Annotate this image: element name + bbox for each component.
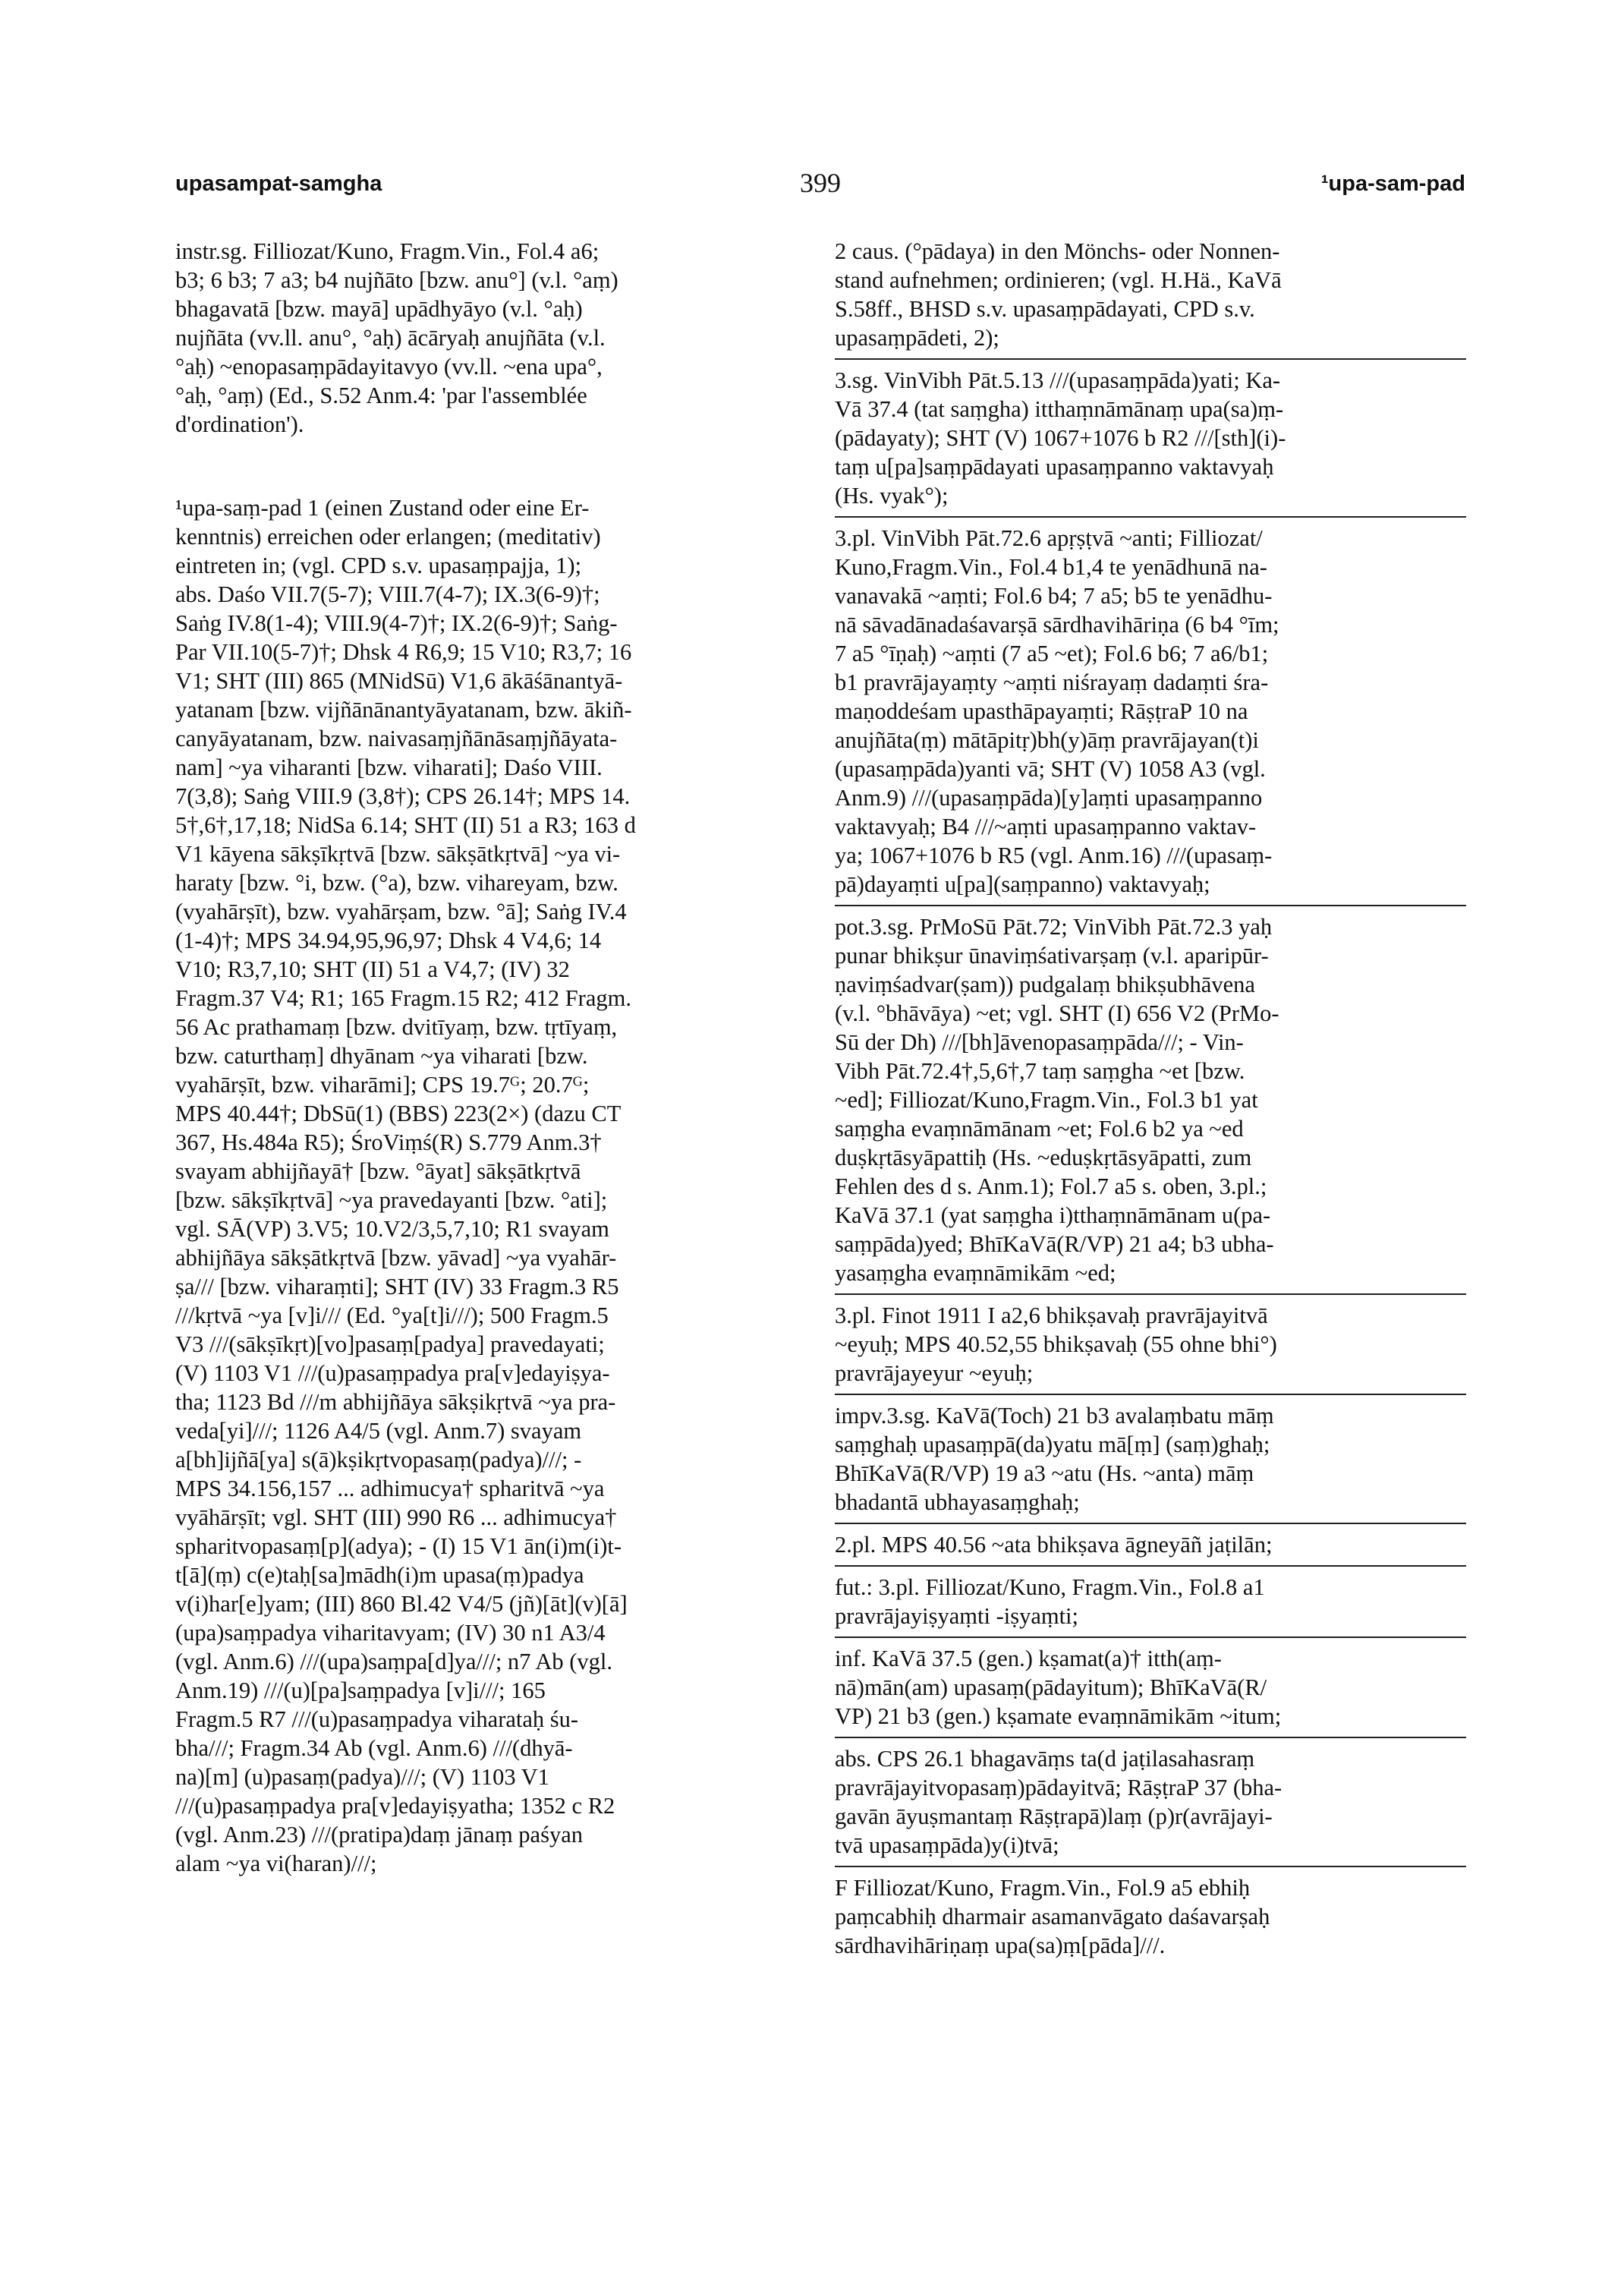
text-line: alam ~ya vi(haran)///; — [175, 1851, 377, 1876]
text-line: saṃgha evaṃnāmānam ~et; Fol.6 b2 ya ~ed — [835, 1116, 1244, 1142]
text-line: ṣa/// [bzw. viharaṃti]; SHT (IV) 33 Fragm.3 R5 — [175, 1274, 619, 1299]
text-line: vaktavyaḥ; B4 ///~aṃti upasaṃpanno vaktav- — [835, 814, 1257, 840]
entry-gap — [175, 439, 787, 493]
text-line: °aḥ, °aṃ) (Ed., S.52 Anm.4: 'par l'assemblée — [175, 383, 587, 408]
page-number: 399 — [800, 168, 841, 198]
divider — [835, 1293, 1466, 1295]
text-line: (1-4)†; MPS 34.94,95,96,97; Dhsk 4 V4,6; 14 — [175, 928, 602, 953]
form-pot-3sg — [835, 912, 1466, 1287]
text-line: abs. CPS 26.1 bhagavāṃs ta(d jaṭilasahasraṃ — [835, 1746, 1255, 1772]
text-line: punar bhikṣur ūnaviṃśativarṣaṃ (v.l. aparipūr- — [835, 943, 1269, 969]
text-line: veda[yi]///; 1126 A4/5 (vgl. Anm.7) svayam — [175, 1418, 582, 1444]
text-line: pā)dayaṃti u[pa](saṃpanno) vaktavyaḥ; — [835, 871, 1210, 897]
text-line: ¹upa-saṃ-pad 1 (einen Zustand oder eine Er- — [175, 495, 590, 521]
text-line: pot.3.sg. PrMoSū Pāt.72; VinVibh Pāt.72.3 yaḥ — [835, 914, 1273, 940]
text-lines — [835, 1573, 1466, 1630]
form-impv-3sg — [835, 1401, 1466, 1517]
text-line: haraty [bzw. °i, bzw. (°a), bzw. vihareyam, bzw. — [175, 870, 618, 896]
text-line: Kuno,Fragm.Vin., Fol.4 b1,4 te yenādhunā na- — [835, 554, 1267, 580]
text-line: (upa)saṃpadya viharitavyam; (IV) 30 n1 A3/4 — [175, 1620, 606, 1646]
text-line: a[bh]ijñā[ya] s(ā)kṣikṛtvopasaṃ(padya)///; - — [175, 1447, 582, 1473]
text-line: ~eyuḥ; MPS 40.52,55 bhikṣavaḥ (55 ohne bhi°) — [835, 1331, 1277, 1357]
text-lines — [835, 1744, 1466, 1860]
text-line: Fragm.37 V4; R1; 165 Fragm.15 R2; 412 Fragm. — [175, 985, 631, 1011]
text-line: 2 caus. (°pādaya) in den Mönchs- oder Nonnen- — [835, 238, 1280, 264]
text-lines — [835, 366, 1466, 510]
text-line: 2.pl. MPS 40.56 ~ata bhikṣava āgneyāñ jaṭilān; — [835, 1532, 1273, 1558]
text-line: MPS 34.156,157 ... adhimucya† spharitvā ~ya — [175, 1476, 605, 1501]
text-line: t[ā](ṃ) c(e)taḥ[sa]mādh(i)m upasa(ṃ)padya — [175, 1562, 584, 1588]
text-line: bhadantā ubhayasaṃghaḥ; — [835, 1489, 1080, 1515]
text-line: 56 Ac prathamaṃ [bzw. dvitīyaṃ, bzw. tṛtīyaṃ, — [175, 1014, 618, 1040]
text-line: Par VII.10(5-7)†; Dhsk 4 R6,9; 15 V10; R3,7; 16 — [175, 639, 632, 665]
text-lines — [835, 912, 1466, 1287]
text-line: inf. KaVā 37.5 (gen.) kṣamat(a)† itth(aṃ- — [835, 1646, 1222, 1671]
entry-continuation — [175, 237, 787, 439]
divider — [835, 1737, 1466, 1738]
text-line: anujñāta(ṃ) mātāpitṛ)bh(y)āṃ pravrājayan(t)i — [835, 727, 1259, 753]
text-line: fut.: 3.pl. Filliozat/Kuno, Fragm.Vin., Fol.8 a1 — [835, 1574, 1265, 1600]
text-line: V1; SHT (III) 865 (MNidSū) V1,6 ākāśānantyā- — [175, 668, 623, 694]
form-fut — [835, 1573, 1466, 1630]
text-line: VP) 21 b3 (gen.) kṣamate evaṃnāmikām ~itum; — [835, 1703, 1282, 1729]
text-line: b1 pravrājayaṃty ~aṃti niśrayaṃ dadaṃti śra- — [835, 669, 1269, 695]
form-abs — [835, 1744, 1466, 1860]
text-line: eintreten in; (vgl. CPD s.v. upasaṃpajja, 1); — [175, 553, 582, 578]
text-line: sārdhavihāriṇaṃ upa(sa)ṃ[pāda]///. — [835, 1933, 1166, 1958]
text-line: V3 ///(sākṣīkṛt)[vo]pasaṃ[padya] pravedayati; — [175, 1331, 605, 1357]
text-lines — [835, 1301, 1466, 1388]
text-lines — [835, 1873, 1466, 1960]
text-line: (pādayaty); SHT (V) 1067+1076 b R2 ///[sth](i)- — [835, 425, 1286, 451]
text-line: BhīKaVā(R/VP) 19 a3 ~atu (Hs. ~anta) māṃ — [835, 1460, 1254, 1486]
text-line: °aḥ) ~enopasaṃpādayitavyo (vv.ll. ~ena upa°, — [175, 354, 603, 380]
text-line: S.58ff., BHSD s.v. upasaṃpādayati, CPD s.v. — [835, 296, 1255, 322]
text-line: v(i)har[e]yam; (III) 860 Bl.42 V4/5 (jñ)[āt](v)[ā] — [175, 1591, 628, 1617]
text-line: Anm.9) ///(upasaṃpāda)[y]aṃti upasaṃpanno — [835, 785, 1263, 811]
divider — [835, 1394, 1466, 1395]
text-line: vgl. SĀ(VP) 3.V5; 10.V2/3,5,7,10; R1 svayam — [175, 1216, 609, 1242]
text-line: F Filliozat/Kuno, Fragm.Vin., Fol.9 a5 ebhiḥ — [835, 1875, 1251, 1901]
text-line: Sū der Dh) ///[bh]āvenopasaṃpāda///; - Vin- — [835, 1029, 1244, 1055]
text-lines — [835, 1644, 1466, 1731]
text-line: stand aufnehmen; ordinieren; (vgl. H.Hä., KaVā — [835, 267, 1282, 293]
text-line: abhijñāya sākṣātkṛtvā [bzw. yāvad] ~ya vyahār- — [175, 1245, 617, 1271]
form-pot-3pl — [835, 1301, 1466, 1388]
text-line: Saṅg IV.8(1-4); VIII.9(4-7)†; IX.2(6-9)†; Saṅg- — [175, 610, 618, 636]
text-line: gavān āyuṣmantaṃ Rāṣṭrapā)laṃ (p)r(avrājayi- — [835, 1803, 1273, 1829]
text-line: ///(u)pasaṃpadya pra[v]edayiṣyatha; 1352 c R2 — [175, 1793, 615, 1819]
text-line: (vgl. Anm.23) ///(pratipa)daṃ jānaṃ paśyan — [175, 1822, 583, 1848]
text-lines — [835, 524, 1466, 899]
text-line: tha; 1123 Bd ///m abhijñāya sākṣikṛtvā ~ya pra- — [175, 1389, 616, 1415]
text-line: yatanam [bzw. vijñānānantyāyatanam, bzw. ākiñ- — [175, 697, 632, 723]
text-line: Fehlen des d s. Anm.1); Fol.7 a5 s. oben, 3.pl.; — [835, 1173, 1267, 1199]
text-line: (upasaṃpāda)yanti vā; SHT (V) 1058 A3 (vgl. — [835, 756, 1266, 782]
text-line: (v.l. °bhāvāya) ~et; vgl. SHT (I) 656 V2 (PrMo- — [835, 1000, 1279, 1026]
text-line: (vyahārṣīt), bzw. vyahārṣam, bzw. °ā]; Saṅg IV.4 — [175, 899, 627, 925]
text-line: nam] ~ya viharanti [bzw. viharati]; Daśo VIII. — [175, 754, 603, 780]
text-line: vyahārṣīt, bzw. viharāmi]; CPS 19.7ᴳ; 20.7ᴳ; — [175, 1072, 590, 1098]
text-line: V10; R3,7,10; SHT (II) 51 a V4,7; (IV) 32 — [175, 956, 570, 982]
text-line: ///kṛtvā ~ya [v]i/// (Ed. °ya[t]i///); 500 Fragm.5 — [175, 1303, 609, 1328]
text-line: nā sāvadānadaśavarṣā sārdhavihāriṇa (6 b4 °īm; — [835, 612, 1279, 638]
text-lines — [835, 237, 1466, 352]
form-F — [835, 1873, 1466, 1960]
text-line: [bzw. sākṣīkṛtvā] ~ya pravedayanti [bzw. °ati]; — [175, 1187, 608, 1213]
text-line: Anm.19) ///(u)[pa]saṃpadya [v]i///; 165 — [175, 1677, 546, 1703]
text-line: nā)mān(am) upasaṃ(pādayitum); BhīKaVā(R/ — [835, 1674, 1267, 1700]
text-line: pravrājayeyur ~eyuḥ; — [835, 1360, 1034, 1386]
text-line: saṃpāda)yed; BhīKaVā(R/VP) 21 a4; b3 ubha- — [835, 1231, 1274, 1257]
text-line: 367, Hs.484a R5); ŚroViṃś(R) S.779 Anm.3† — [175, 1129, 602, 1155]
text-line: paṃcabhiḥ dharmair asamanvāgato daśavarṣaḥ — [835, 1904, 1270, 1929]
text-line: instr.sg. Filliozat/Kuno, Fragm.Vin., Fol.4 a6; — [175, 238, 600, 264]
divider — [835, 1523, 1466, 1524]
text-line: duṣkṛtāsyāpattiḥ (Hs. ~eduṣkṛtāsyāpatti, zum — [835, 1145, 1252, 1170]
form-inf — [835, 1644, 1466, 1731]
text-line: impv.3.sg. KaVā(Toch) 21 b3 avalaṃbatu māṃ — [835, 1403, 1274, 1429]
text-line: canyāyatanam, bzw. naivasaṃjñānāsaṃjñāyata- — [175, 726, 618, 751]
divider — [835, 516, 1466, 518]
divider — [835, 1636, 1466, 1638]
text-line: d'ordination'). — [175, 411, 304, 437]
text-line: MPS 40.44†; DbSū(1) (BBS) 223(2×) (dazu CT — [175, 1101, 622, 1126]
text-line: pravrājayiṣyaṃti -iṣyaṃti; — [835, 1603, 1079, 1629]
text-lines — [835, 1401, 1466, 1517]
form-3sg — [835, 366, 1466, 510]
text-line: ṇaviṃśadvar(ṣam)) pudgalaṃ bhikṣubhāvena — [835, 972, 1255, 997]
right-column — [835, 237, 1466, 1960]
text-line: maṇoddeśam upasthāpayaṃti; RāṣṭraP 10 na — [835, 698, 1248, 724]
text-lines — [835, 1530, 1466, 1559]
text-line: taṃ u[pa]saṃpādayati upasaṃpanno vaktavyaḥ — [835, 454, 1274, 480]
text-line: 7 a5 °īṇaḥ) ~aṃti (7 a5 ~et); Fol.6 b6; 7 a6/b1; — [835, 641, 1269, 666]
text-line: bha///; Fragm.34 Ab (vgl. Anm.6) ///(dhyā- — [175, 1735, 573, 1761]
text-line: KaVā 37.1 (yat saṃgha i)tthaṃnāmānam u(pa- — [835, 1202, 1271, 1228]
header-right-keyword: ¹upa-sam-pad — [1320, 172, 1465, 196]
text-line: na)[m] (u)pasaṃ(padya)///; (V) 1103 V1 — [175, 1764, 549, 1790]
text-line: b3; 6 b3; 7 a3; b4 nujñāto [bzw. anu°] (v.l. °aṃ) — [175, 267, 618, 293]
left-column — [175, 237, 787, 1878]
text-line: Vibh Pāt.72.4†,5,6†,7 taṃ saṃgha ~et [bzw. — [835, 1058, 1245, 1084]
form-impv-2pl — [835, 1530, 1466, 1559]
text-line: tvā upasaṃpāda)y(i)tvā; — [835, 1832, 1059, 1858]
text-line: bzw. caturthaṃ] dhyānam ~ya viharati [bzw. — [175, 1043, 588, 1069]
text-line: (vgl. Anm.6) ///(upa)saṃpa[d]ya///; n7 Ab (vgl. — [175, 1649, 613, 1674]
text-line: vanavakā ~aṃti; Fol.6 b4; 7 a5; b5 te yenādhu- — [835, 583, 1273, 609]
text-line: abs. Daśo VII.7(5-7); VIII.7(4-7); IX.3(6-9)†; — [175, 581, 600, 607]
text-lines — [175, 237, 787, 439]
text-line: ya; 1067+1076 b R5 (vgl. Anm.16) ///(upasaṃ- — [835, 843, 1273, 868]
entry-upa-sam-pad-1 — [175, 493, 787, 1878]
text-line: saṃghaḥ upasaṃpā(da)yatu mā[ṃ] (saṃ)ghaḥ; — [835, 1432, 1270, 1457]
header-left-keyword: upasampat-samgha — [175, 172, 382, 196]
text-line: pravrājayitvopasaṃ)pādayitvā; RāṣṭraP 37 (bha- — [835, 1775, 1283, 1800]
running-header — [175, 168, 1465, 217]
text-line: ~ed]; Filliozat/Kuno,Fragm.Vin., Fol.3 b1 yat — [835, 1087, 1258, 1113]
text-line: nujñāta (vv.ll. anu°, °aḥ) ācāryaḥ anujñāta (v.l. — [175, 325, 606, 351]
text-line: Fragm.5 R7 ///(u)pasaṃpadya viharataḥ śu- — [175, 1706, 579, 1732]
text-line: upasaṃpādeti, 2); — [835, 325, 999, 351]
text-line: 3.pl. VinVibh Pāt.72.6 apṛṣṭvā ~anti; Filliozat/ — [835, 525, 1263, 551]
text-line: vyāhārṣīt; vgl. SHT (III) 990 R6 ... adhimucya† — [175, 1504, 617, 1530]
text-line: V1 kāyena sākṣīkṛtvā [bzw. sākṣātkṛtvā] ~ya vi- — [175, 841, 621, 867]
text-line: svayam abhijñayā† [bzw. °āyat] sākṣātkṛtvā — [175, 1158, 581, 1184]
text-line: yasaṃgha evaṃnāmikām ~ed; — [835, 1260, 1116, 1286]
text-line: spharitvopasaṃ[p](adya); - (I) 15 V1 ān(i)m(i)t- — [175, 1533, 622, 1559]
text-line: 3.pl. Finot 1911 I a2,6 bhikṣavaḥ pravrājayitvā — [835, 1303, 1268, 1328]
text-line: 5†,6†,17,18; NidSa 6.14; SHT (II) 51 a R3; 163 d — [175, 812, 636, 838]
divider — [835, 358, 1466, 360]
text-line: (Hs. vyak°); — [835, 483, 949, 509]
text-line: Vā 37.4 (tat saṃgha) itthaṃnāmānaṃ upa(sa)ṃ- — [835, 396, 1284, 422]
text-line: bhagavatā [bzw. mayā] upādhyāyo (v.l. °aḥ) — [175, 296, 583, 322]
text-line: 3.sg. VinVibh Pāt.5.13 ///(upasaṃpāda)yati; Ka- — [835, 367, 1281, 393]
divider — [835, 905, 1466, 906]
sense-2-caus — [835, 237, 1466, 352]
text-line: (V) 1103 V1 ///(u)pasaṃpadya pra[v]edayiṣya- — [175, 1360, 610, 1386]
text-line: 7(3,8); Saṅg VIII.9 (3,8†); CPS 26.14†; MPS 14. — [175, 783, 631, 809]
divider — [835, 1866, 1466, 1867]
divider — [835, 1565, 1466, 1567]
text-line: kenntnis) erreichen oder erlangen; (meditativ) — [175, 524, 601, 550]
text-lines — [175, 493, 787, 1878]
form-3pl — [835, 524, 1466, 899]
